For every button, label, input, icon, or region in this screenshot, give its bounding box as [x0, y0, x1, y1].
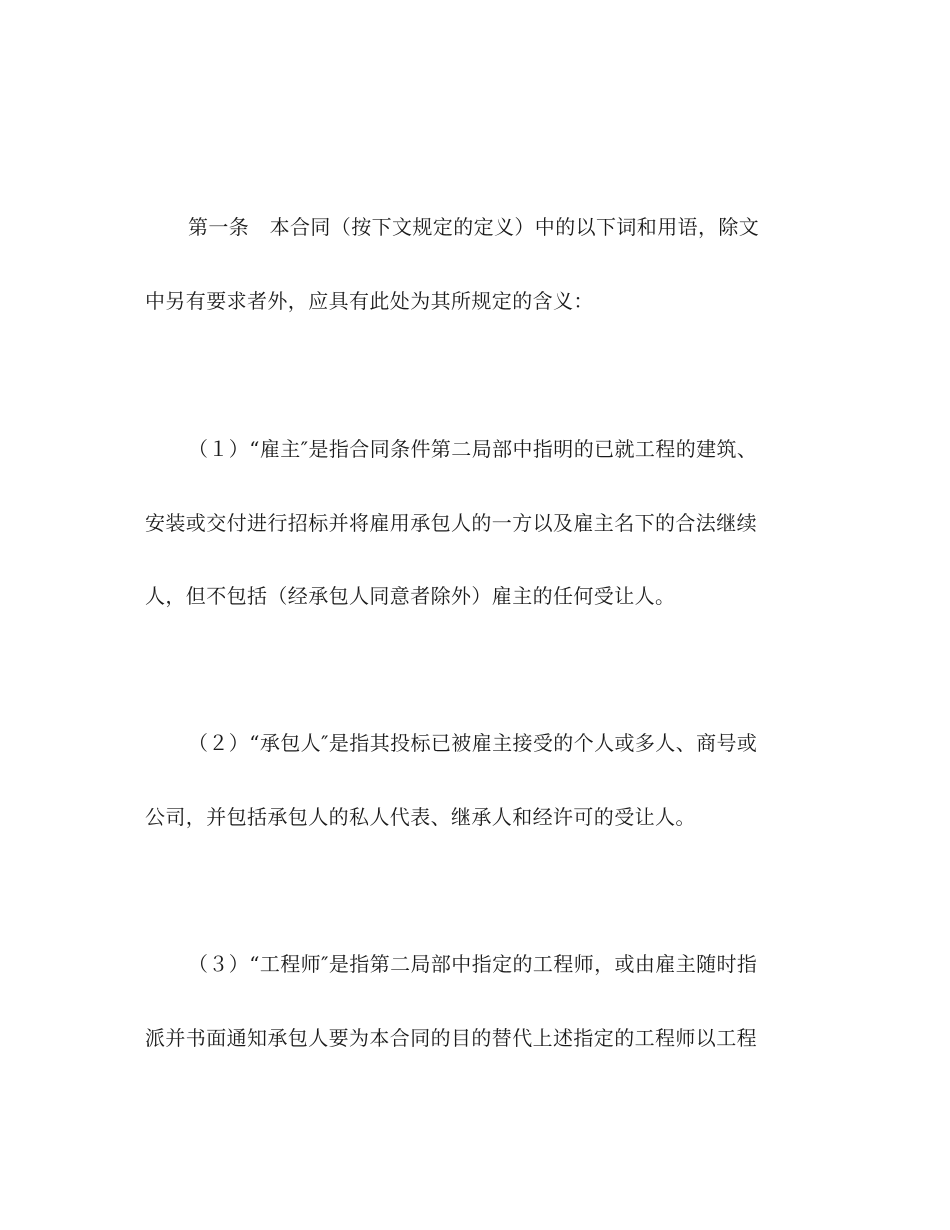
- text-line: （３）“工程师″是指第二局部中指定的工程师，或由雇主随时指: [188, 952, 758, 976]
- text-line: 第一条 本合同（按下文规定的定义）中的以下词和用语，除文: [188, 215, 760, 239]
- text-line: （２）“承包人″是指其投标已被雇主接受的个人或多人、商号或: [188, 731, 758, 755]
- text-line: 安装或交付进行招标并将雇用承包人的一方以及雇主名下的合法继续: [145, 511, 757, 535]
- text-line: 派并书面通知承包人要为本合同的目的替代上述指定的工程师以工程: [145, 1026, 757, 1050]
- text-line: 中另有要求者外，应具有此处为其所规定的含义：: [145, 289, 594, 313]
- text-line: （１）“雇主″是指合同条件第二局部中指明的已就工程的建筑、: [188, 437, 758, 461]
- text-line: 公司，并包括承包人的私人代表、继承人和经许可的受让人。: [145, 805, 696, 829]
- text-line: 人，但不包括（经承包人同意者除外）雇主的任何受让人。: [145, 584, 676, 608]
